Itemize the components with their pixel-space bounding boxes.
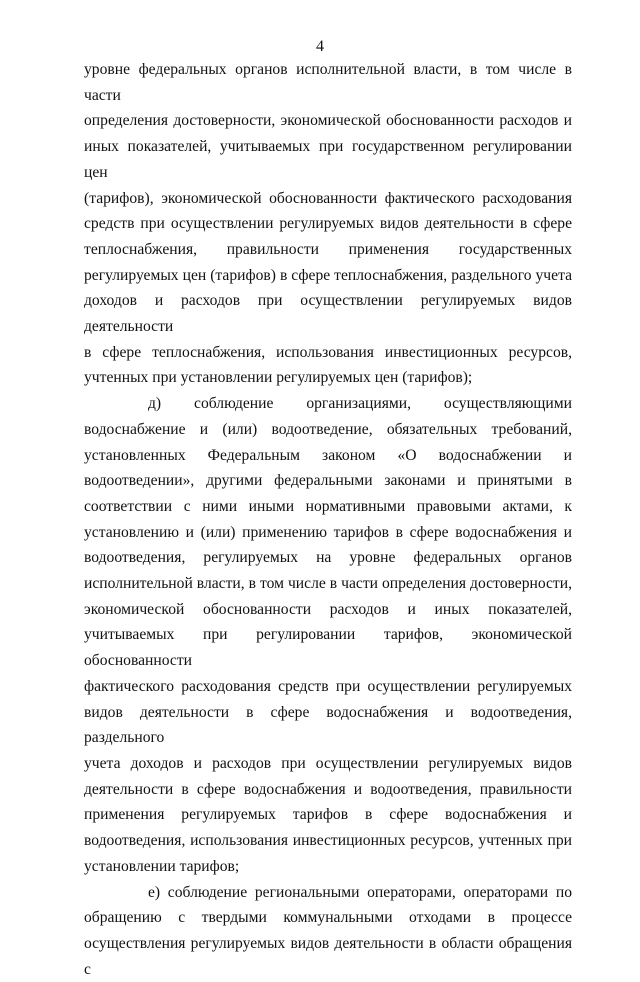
text-line: деятельности в сфере водоснабжения и водоотведения, правильности xyxy=(84,780,572,798)
paragraph-e-first-line: е) соблюдение региональными операторами, операторами по xyxy=(148,883,572,901)
text-line: (тарифов), экономической обоснованности фактического расходования xyxy=(84,189,572,207)
text-line: средств при осуществлении регулируемых видов деятельности в сфере xyxy=(84,215,572,233)
text-line: водоотведения, использования инвестиционных ресурсов, учтенных при xyxy=(84,832,572,850)
paragraph-d-first-line: д) соблюдение организациями, осуществляющими xyxy=(148,395,572,413)
text-line: регулируемых цен (тарифов) в сфере теплоснабжения, раздельного учета xyxy=(84,266,572,284)
text-line: установлении тарифов; xyxy=(84,857,240,875)
text-line: экономической обоснованности расходов и иных показателей, xyxy=(84,600,572,618)
text-line: учтенных при установлении регулируемых цен (тарифов); xyxy=(84,369,473,387)
text-line: водоснабжение и (или) водоотведение, обязательных требований, xyxy=(84,420,572,438)
text-line: осуществления регулируемых видов деятельности в области обращения с xyxy=(84,934,572,978)
text-line: соответствии с ними иными нормативными правовыми актами, к xyxy=(84,497,572,515)
page-number: 4 xyxy=(316,38,324,55)
text-line: доходов и расходов при осуществлении регулируемых видов деятельности xyxy=(84,292,572,336)
text-line: видов деятельности в сфере водоснабжения и водоотведения, раздельного xyxy=(84,703,572,747)
text-line: обращению с твердыми коммунальными отходами в процессе xyxy=(84,909,572,927)
text-line: установленных Федеральным законом «О водоснабжении и xyxy=(84,446,572,464)
text-line: в сфере теплоснабжения, использования инвестиционных ресурсов, xyxy=(84,343,572,361)
text-line: уровне федеральных органов исполнительной власти, в том числе в части xyxy=(84,61,572,104)
text-line: теплоснабжения, правильности применения государственных xyxy=(84,240,572,258)
text-line: установлению и (или) применению тарифов в сфере водоснабжения и xyxy=(84,523,572,541)
text-line: определения достоверности, экономической обоснованности расходов и xyxy=(84,112,572,130)
text-line: водоотведении», другими федеральными законами и принятыми в xyxy=(84,472,572,490)
text-line: учитываемых при регулировании тарифов, экономической обоснованности xyxy=(84,626,572,670)
text-line: фактического расходования средств при осуществлении регулируемых xyxy=(84,677,572,695)
text-line: иных показателей, учитываемых при государственном регулировании цен xyxy=(84,138,572,181)
text-line: применения регулируемых тарифов в сфере водоснабжения и xyxy=(84,806,572,824)
text-line: исполнительной власти, в том числе в части определения достоверности, xyxy=(84,575,572,593)
text-line: учета доходов и расходов при осуществлении регулируемых видов xyxy=(84,754,572,772)
text-line: водоотведения, регулируемых на уровне федеральных органов xyxy=(84,549,572,567)
document-body xyxy=(84,57,572,982)
